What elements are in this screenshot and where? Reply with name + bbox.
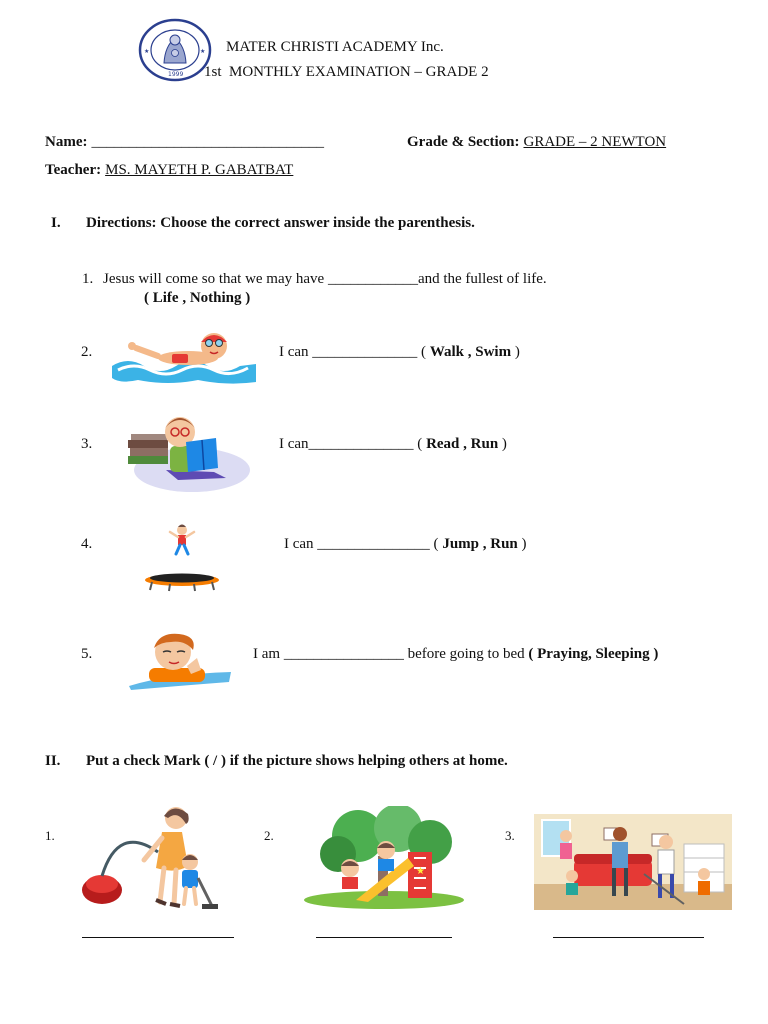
question-4-close: ) [521, 536, 527, 552]
question-3-row [279, 436, 507, 453]
kids-playground-slide-picture [298, 806, 468, 910]
svg-text:★: ★ [144, 48, 150, 55]
swimming-boy-picture [108, 326, 258, 386]
school-name: MATER CHRISTI ACADEMY Inc. [226, 39, 444, 55]
grade-section-label: Grade & Section: [407, 134, 520, 150]
question-1-text: Jesus will come so that we may have ____________and the fullest of life. [103, 271, 547, 287]
trampoline-jump-picture [142, 522, 222, 592]
question-3-choices: Read , Run [426, 436, 499, 452]
question-3-text: I can______________ ( [279, 436, 423, 452]
picture-1-answer-line[interactable] [82, 937, 234, 938]
svg-text:★: ★ [200, 48, 206, 55]
grade-section-value: GRADE – 2 NEWTON [523, 134, 667, 150]
teacher-row [45, 161, 293, 179]
mother-child-vacuuming-picture [78, 804, 218, 912]
question-4-choices: Jump , Run [442, 536, 518, 552]
question-2-close: ) [514, 344, 520, 360]
question-4-text: I can _______________ ( [284, 536, 439, 552]
question-2-choices: Walk , Swim [429, 344, 512, 360]
section-2-number: II. [45, 753, 61, 769]
name-label: Name: [45, 134, 88, 150]
question-5-text: I am ________________ before going to bed [253, 646, 525, 662]
section-1-directions: Directions: Choose the correct answer inside the parenthesis. [86, 215, 475, 231]
picture-2-number: 2. [264, 828, 274, 843]
question-5-row [253, 646, 658, 663]
question-1-choices: ( Life , Nothing ) [144, 290, 251, 306]
question-5-choices: ( Praying, Sleeping ) [528, 646, 659, 662]
grade-section-row [407, 133, 666, 151]
question-5-number: 5. [81, 646, 93, 662]
reading-boy-picture [122, 404, 252, 496]
exam-title: 1st MONTHLY EXAMINATION – GRADE 2 [204, 64, 489, 80]
picture-3-answer-line[interactable] [553, 937, 704, 938]
question-2-number: 2. [81, 344, 93, 360]
teacher-value: MS. MAYETH P. GABATBAT [105, 162, 294, 178]
question-1-number: 1. [82, 271, 94, 287]
svg-text:1999: 1999 [168, 71, 184, 78]
family-cleaning-house-picture [534, 814, 732, 910]
section-2-directions: Put a check Mark ( / ) if the picture shows helping others at home. [86, 753, 508, 769]
question-3-number: 3. [81, 436, 93, 452]
question-4-row [284, 536, 527, 553]
praying-boy-picture [127, 630, 233, 690]
teacher-label: Teacher: [45, 162, 102, 178]
question-3-close: ) [501, 436, 507, 452]
school-logo [138, 18, 212, 82]
name-row [45, 133, 324, 151]
question-4-number: 4. [81, 536, 93, 552]
svg-text:★: ★ [416, 866, 425, 877]
picture-2-answer-line[interactable] [316, 937, 452, 938]
section-1-number: I. [51, 215, 61, 231]
question-2-text: I can ______________ ( [279, 344, 427, 360]
picture-3-number: 3. [505, 828, 515, 843]
name-blank: _______________________________ [91, 134, 324, 150]
picture-1-number: 1. [45, 828, 55, 843]
question-2-row [279, 344, 520, 361]
